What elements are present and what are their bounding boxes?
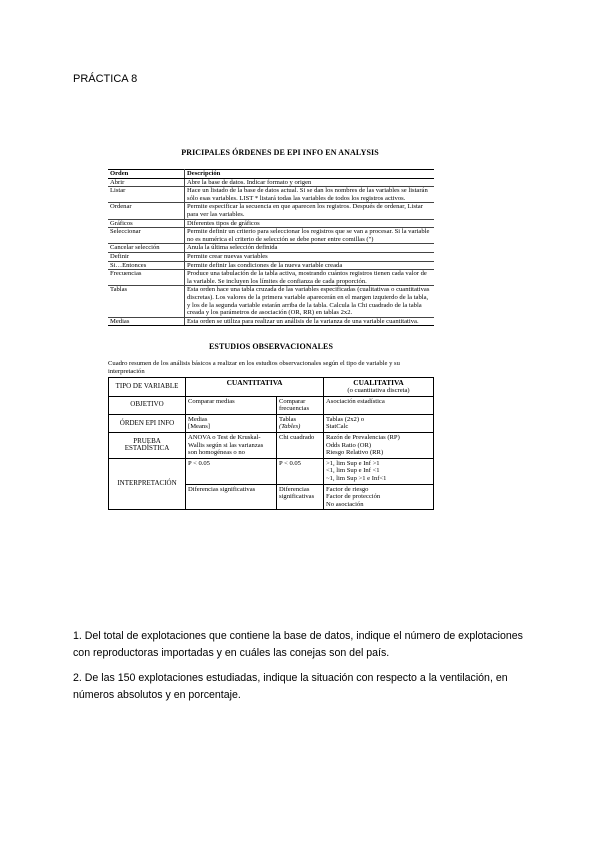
- table-row-interpretacion: [109, 458, 434, 484]
- orders-table: [108, 169, 434, 326]
- header-cualitativa: CUALITATIVA: [353, 378, 404, 388]
- order-description: Abre la base de datos. Indicar formato y origen: [185, 178, 435, 187]
- order-description: Esta orden se utiliza para realizar un análisis de la varianza de una variable cuantitativa.: [185, 317, 435, 326]
- order-description: Diferentes tipos de gráficos: [185, 219, 435, 228]
- order-name: Ordenar: [108, 203, 185, 219]
- text-no-asociacion: No asociación: [326, 500, 364, 508]
- cell-dif-1: Diferencias significativas: [186, 484, 277, 510]
- question-1: 1. Del total de explotaciones que contiene la base de datos, indique el número de explotaciones con reproductoras importadas y en cuáles las conejas son del país.: [73, 630, 523, 659]
- orders-section-title: PRICIPALES ÓRDENES DE EPI INFO EN ANALYSIS: [181, 148, 379, 157]
- order-name: Seleccionar: [108, 228, 185, 244]
- cell-dif-2: Diferencias significativas: [277, 484, 324, 510]
- page-title: PRÁCTICA 8: [73, 73, 138, 85]
- order-name: Gráficos: [108, 219, 185, 228]
- cell-asociacion-medidas: [324, 433, 434, 459]
- table-row: [108, 203, 434, 219]
- order-name: Medias: [108, 317, 185, 326]
- order-description: Permite definir las condiciones de la nueva variable creada: [185, 261, 435, 270]
- text-medias: Medias: [188, 415, 208, 423]
- table-header-row: [108, 170, 434, 179]
- header-cuantitativa: CUANTITATIVA: [186, 378, 324, 396]
- text-range-1: >1, lim Sup e Inf >1: [326, 459, 380, 467]
- order-description: Produce una tabulación de la tabla activa, mostrando cuántos registros tienen cada valor de la variable. Se incluyen los límites de confianza de cada proporción.: [185, 270, 435, 286]
- header-tipo-variable: TIPO DE VARIABLE: [109, 378, 186, 396]
- table-row: [108, 270, 434, 286]
- text-tablas: Tablas: [279, 415, 297, 423]
- cell-asociacion: Asociación estadística: [324, 396, 434, 414]
- order-name: Tablas: [108, 286, 185, 317]
- order-description: Permite crear nuevas variables: [185, 252, 435, 261]
- table-row: [108, 228, 434, 244]
- cell-comparar-frecuencias: Comparar frecuencias: [277, 396, 324, 414]
- table-header-row: [109, 378, 434, 396]
- cell-comparar-medias: Comparar medias: [186, 396, 277, 414]
- order-description: Permite especificar la secuencia en que aparecen los registros. Después de ordenar, Listar para ver las variables.: [185, 203, 435, 219]
- text-means: [Means]: [188, 423, 210, 431]
- column-header-orden: Orden: [108, 170, 185, 179]
- cell-orden-statcalc: [324, 414, 434, 432]
- order-name: Si…Entonces: [108, 261, 185, 270]
- table-row: [108, 261, 434, 270]
- table-row: [108, 178, 434, 187]
- text-range-2: <1, lim Sup e Inf <1: [326, 467, 380, 475]
- header-cualitativa-sub: (o cuantitativa discreta): [347, 387, 410, 395]
- text-tablas-2x2: Tablas (2x2) o: [326, 415, 364, 423]
- text-rp: Razón de Prevalencias (RP): [326, 434, 400, 442]
- text-factor-proteccion: Factor de protección: [326, 493, 381, 501]
- table-row: [108, 244, 434, 253]
- order-name: Frecuencias: [108, 270, 185, 286]
- header-cualitativa-cell: [324, 378, 434, 396]
- studies-intro: Cuadro resumen de los análisis básicos a realizar en los estudios observacionales según el tipo de variable y su interpretación: [108, 360, 400, 375]
- table-row: [108, 317, 434, 326]
- embedded-document-image: [108, 148, 434, 510]
- order-description: Esta orden hace una tabla cruzada de las variables especificadas (cualitativas o cuantitativas discretas). Los valores de la primera variable aparecerán en el margen izquierdo de la tabla, y los de la segunda variable estarán arriba de la tabla. Calcula la Chi cuadrado de la tabla creada y los parámetros de asociación (OR, RR) en tablas 2x2.: [185, 286, 435, 317]
- table-row-prueba: [109, 433, 434, 459]
- question-2: 2. De las 150 explotaciones estudiadas, indique la situación con respecto a la ventilación, en números absolutos y en porcentaje.: [73, 672, 508, 701]
- cell-factors: [324, 484, 434, 510]
- row-label-orden: ÓRDEN EPI INFO: [109, 414, 186, 432]
- text-tables: (Tables): [279, 423, 301, 431]
- row-label-interpretacion: INTERPRETACIÓN: [109, 458, 186, 510]
- order-name: Definir: [108, 252, 185, 261]
- table-row: [108, 219, 434, 228]
- text-factor-riesgo: Factor de riesgo: [326, 485, 369, 493]
- order-description: Permite definir un criterio para seleccionar los registros que se van a procesar. Si la variable no es numérica el criterio de selección se debe poner entre comillas ("): [185, 228, 435, 244]
- cell-p2: P < 0.05: [277, 458, 324, 484]
- cell-chi: Chi cuadrado: [277, 433, 324, 459]
- order-name: Abrir: [108, 178, 185, 187]
- table-row-objetivo: [109, 396, 434, 414]
- order-name: Cancelar selección: [108, 244, 185, 253]
- cell-p1: P < 0.05: [186, 458, 277, 484]
- table-row: [108, 252, 434, 261]
- column-header-descripcion: Descripción: [185, 170, 435, 179]
- text-or: Odds Ratio (OR): [326, 441, 372, 449]
- text-rr: Riesgo Relativo (RR): [326, 449, 384, 457]
- table-row: [108, 286, 434, 317]
- cell-orden-tablas: [277, 414, 324, 432]
- order-name: Listar: [108, 187, 185, 203]
- cell-ranges: [324, 458, 434, 484]
- studies-table: [108, 377, 434, 510]
- text-statcalc: StatCalc: [326, 423, 349, 431]
- table-row-orden: [109, 414, 434, 432]
- row-label-objetivo: OBJETIVO: [109, 396, 186, 414]
- row-label-prueba: PRUEBA ESTADÍSTICA: [109, 433, 186, 459]
- order-description: Hace un listado de la base de datos actual. Si se dan los nombres de las variables se listarán sólo esas variables. LIST * listará todas las variables de todos los registros activos.: [185, 187, 435, 203]
- table-row: [108, 187, 434, 203]
- cell-anova: ANOVA o Test de Kruskal-Wallis según si las varianzas son homogéneas o no: [186, 433, 277, 459]
- order-description: Anula la última selección definida: [185, 244, 435, 253]
- text-range-3: ~1, lim Sup >1 e Inf<1: [326, 475, 387, 482]
- studies-section-title: ESTUDIOS OBSERVACIONALES: [208, 342, 333, 352]
- cell-orden-medias: [186, 414, 277, 432]
